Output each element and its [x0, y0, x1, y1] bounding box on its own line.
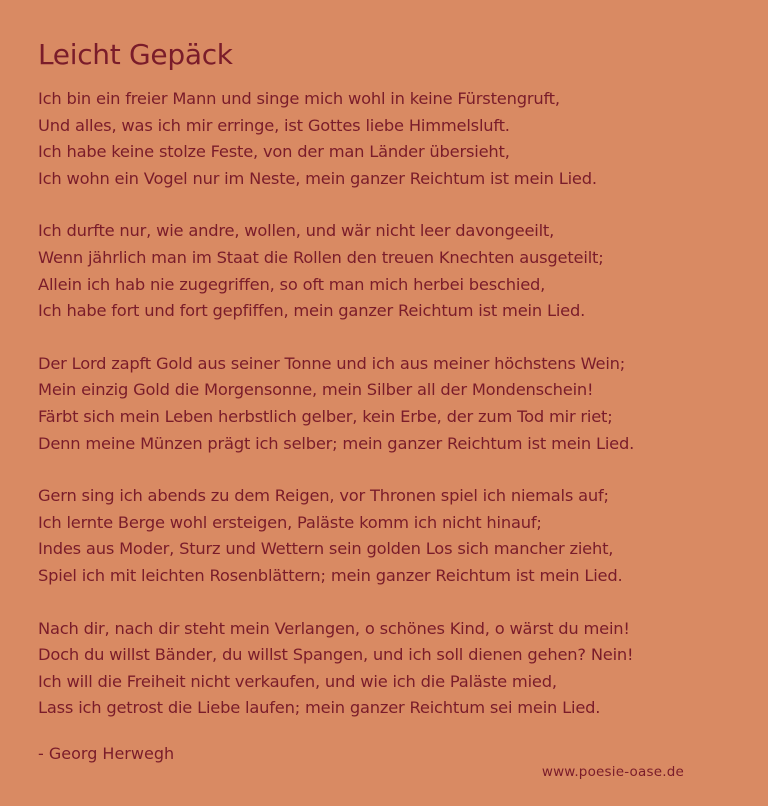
poem-body: [38, 86, 758, 748]
verse-line: Ich habe fort und fort gepfiffen, mein ganzer Reichtum ist mein Lied.: [38, 301, 586, 321]
verse-line: Gern sing ich abends zu dem Reigen, vor Thronen spiel ich niemals auf;: [38, 486, 609, 506]
poem-author: - Georg Herwegh: [38, 744, 175, 763]
stanza: [38, 616, 758, 722]
verse-line: Indes aus Moder, Sturz und Wettern sein golden Los sich mancher zieht,: [38, 539, 614, 559]
verse-line: Ich durfte nur, wie andre, wollen, und wär nicht leer davongeeilt,: [38, 221, 555, 241]
poem-title: Leicht Gepäck: [38, 38, 233, 71]
stanza: [38, 218, 758, 324]
verse-line: Der Lord zapft Gold aus seiner Tonne und ich aus meiner höchstens Wein;: [38, 353, 626, 373]
website-credit: www.poesie-oase.de: [541, 764, 684, 780]
verse-line: Ich will die Freiheit nicht verkaufen, und wie ich die Paläste mied,: [38, 671, 557, 691]
stanza: [38, 483, 758, 589]
verse-line: Ich lernte Berge wohl ersteigen, Paläste komm ich nicht hinauf;: [38, 512, 542, 532]
verse-line: Ich habe keine stolze Feste, von der man Länder übersieht,: [38, 142, 510, 162]
verse-line: Wenn jährlich man im Staat die Rollen den treuen Knechten ausgeteilt;: [38, 247, 604, 267]
verse-line: Doch du willst Bänder, du willst Spangen, und ich soll dienen gehen? Nein!: [38, 645, 634, 665]
verse-line: Allein ich hab nie zugegriffen, so oft man mich herbei beschied,: [38, 274, 546, 294]
verse-line: Denn meine Münzen prägt ich selber; mein ganzer Reichtum ist mein Lied.: [38, 433, 635, 453]
verse-line: Nach dir, nach dir steht mein Verlangen, o schönes Kind, o wärst du mein!: [38, 618, 630, 638]
verse-line: Ich bin ein freier Mann und singe mich wohl in keine Fürstengruft,: [38, 89, 560, 108]
verse-line: Lass ich getrost die Liebe laufen; mein ganzer Reichtum sei mein Lied.: [38, 698, 601, 718]
stanza: [38, 86, 758, 192]
verse-line: Färbt sich mein Leben herbstlich gelber, kein Erbe, der zum Tod mir riet;: [38, 406, 613, 426]
stanza: [38, 351, 758, 457]
verse-line: Ich wohn ein Vogel nur im Neste, mein ganzer Reichtum ist mein Lied.: [38, 168, 597, 188]
verse-line: Und alles, was ich mir erringe, ist Gottes liebe Himmelsluft.: [38, 115, 510, 135]
verse-line: Spiel ich mit leichten Rosenblättern; mein ganzer Reichtum ist mein Lied.: [38, 565, 623, 585]
verse-line: Mein einzig Gold die Morgensonne, mein Silber all der Mondenschein!: [38, 380, 594, 400]
